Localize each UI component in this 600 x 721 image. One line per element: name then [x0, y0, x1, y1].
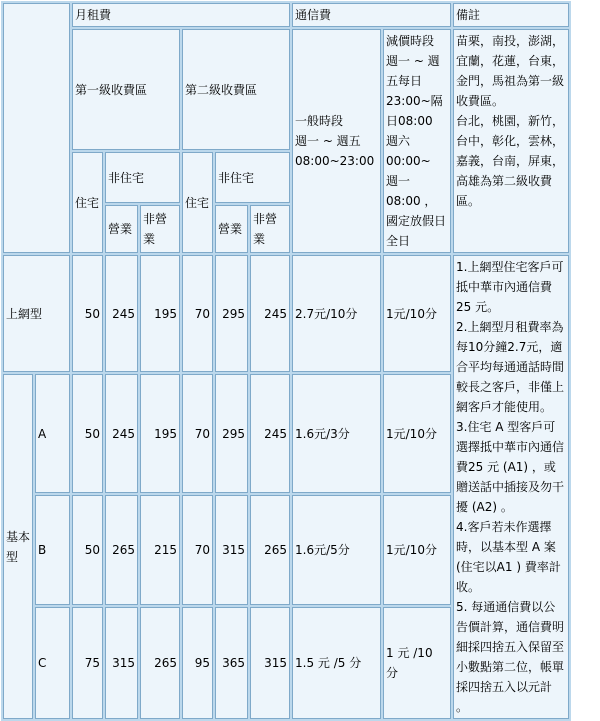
cell-value: 295: [215, 255, 248, 372]
row-label-basic: 基本型: [3, 374, 33, 719]
remarks-body: 1.上網型住宅客戶可抵中華市內通信費25 元。 2.上網型月租費率為每10分鐘2.7元，適合平均每通通話時間較長之客戶，非僅上網客戶才能使用。 3.住宅 A 型客戶可選擇抵中華市內通信費25 元 (A1) ，或贈送話中插接及勿干擾 (A2) 。 4.客戶若未作選擇時，以基本型 A 案 (住宅以A1 ) 費率計收。 5. 每通通信費以公告價計算，通信費明細採四捨五入保留至小數點第二位，帳單採四捨五入以元計 。: [453, 255, 569, 719]
cell-discount-rate: 1元/10分: [383, 374, 451, 493]
zone1-nonresidential-header: 非住宅: [105, 152, 180, 203]
cell-normal-rate: 2.7元/10分: [292, 255, 381, 372]
cell-value: 75: [72, 607, 103, 719]
cell-value: 70: [182, 374, 213, 493]
table-row: [3, 255, 569, 372]
zone2-nonbusiness-header: 非營業: [250, 205, 290, 253]
row-label-b: B: [35, 495, 70, 605]
cell-discount-rate: 1元/10分: [383, 495, 451, 605]
cell-value: 245: [105, 255, 138, 372]
corner-cell: [3, 3, 70, 253]
cell-value: 265: [250, 495, 290, 605]
row-label-c: C: [35, 607, 70, 719]
call-fee-header: 通信費: [292, 3, 451, 27]
discount-period-header: 減價時段 週一 ~ 週五每日 23:00~隔日08:00 週六 00:00~ 週一 08:00 ， 國定放假日 全日: [383, 29, 451, 253]
cell-value: 95: [182, 607, 213, 719]
zone-note: 苗栗，南投，澎湖，宜蘭，花蓮，台東，金門，馬祖為第一級收費區。 台北，桃園，新竹，台中，彰化，雲林，嘉義，台南，屏東，高雄為第二級收費區。: [453, 29, 569, 253]
row-label-a: A: [35, 374, 70, 493]
cell-value: 70: [182, 255, 213, 372]
zone2-nonresidential-header: 非住宅: [215, 152, 290, 203]
cell-value: 195: [140, 255, 180, 372]
rate-table: [1, 1, 571, 721]
cell-value: 365: [215, 607, 248, 719]
remarks-header: 備註: [453, 3, 569, 27]
cell-value: 245: [250, 255, 290, 372]
cell-value: 265: [140, 607, 180, 719]
cell-value: 215: [140, 495, 180, 605]
cell-normal-rate: 1.6元/3分: [292, 374, 381, 493]
cell-value: 315: [250, 607, 290, 719]
cell-discount-rate: 1元/10分: [383, 255, 451, 372]
zone1-nonbusiness-header: 非營業: [140, 205, 180, 253]
monthly-fee-header: 月租費: [72, 3, 290, 27]
cell-value: 245: [250, 374, 290, 493]
row-label-online: 上網型: [3, 255, 70, 372]
cell-value: 50: [72, 374, 103, 493]
zone1-business-header: 營業: [105, 205, 138, 253]
cell-value: 50: [72, 255, 103, 372]
cell-normal-rate: 1.5 元 /5 分: [292, 607, 381, 719]
cell-normal-rate: 1.6元/5分: [292, 495, 381, 605]
cell-value: 70: [182, 495, 213, 605]
zone1-residential-header: 住宅: [72, 152, 103, 253]
cell-value: 265: [105, 495, 138, 605]
cell-value: 315: [215, 495, 248, 605]
cell-value: 295: [215, 374, 248, 493]
cell-value: 195: [140, 374, 180, 493]
cell-value: 50: [72, 495, 103, 605]
zone1-header: 第一級收費區: [72, 29, 180, 150]
cell-value: 315: [105, 607, 138, 719]
cell-value: 245: [105, 374, 138, 493]
cell-discount-rate: 1 元 /10 分: [383, 607, 451, 719]
zone2-business-header: 營業: [215, 205, 248, 253]
normal-period-header: 一般時段 週一 ~ 週五 08:00~23:00: [292, 29, 381, 253]
zone2-residential-header: 住宅: [182, 152, 213, 253]
zone2-header: 第二級收費區: [182, 29, 290, 150]
